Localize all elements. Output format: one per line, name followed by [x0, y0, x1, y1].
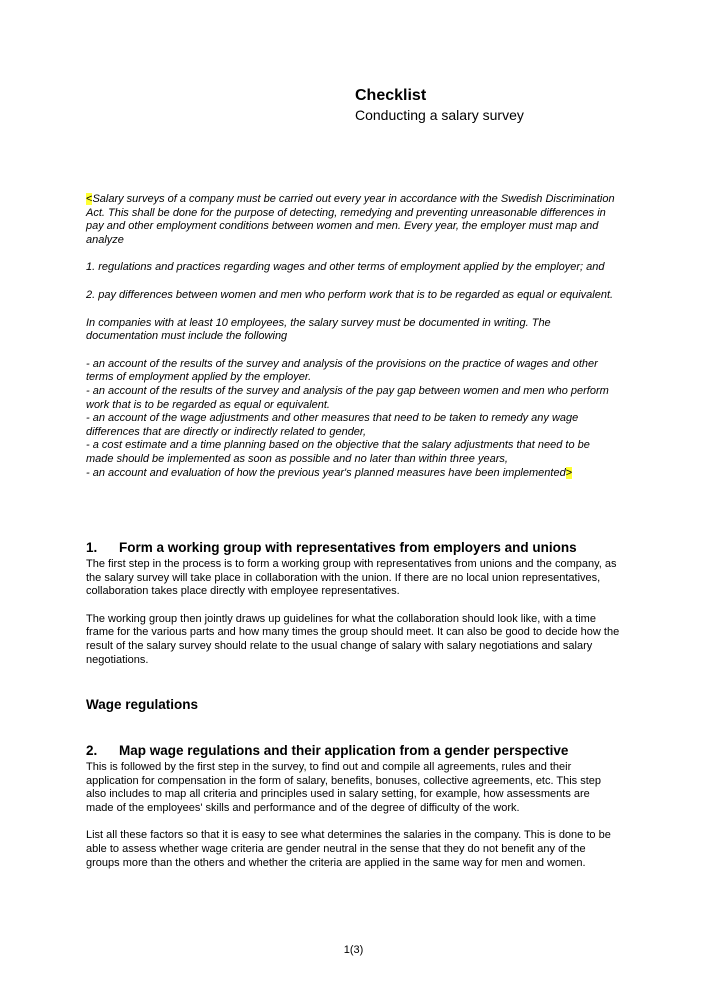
- intro-instructions: [86, 193, 616, 480]
- intro-bullet-last-text: - an account and evaluation of how the previous year's planned measures have been implemented: [86, 466, 566, 479]
- intro-bullet: - an account of the results of the survey and analysis of the pay gap between women and men who perform work that is to be regarded as equal or equivalent.: [86, 384, 609, 411]
- section-1-paragraph-2: The working group then jointly draws up guidelines for what the collaboration should look like, with a time frame for the various parts and how many times the group should meet. It can also be good to decide how the result of the salary survey should relate to the usual change of salary with salary negotiations and salary negotiations.: [86, 612, 620, 666]
- document-title: Checklist: [355, 87, 427, 104]
- section-1-heading-text: Form a working group with representatives from employers and unions: [119, 540, 577, 555]
- section-1: [86, 539, 620, 681]
- intro-paragraph-2: In companies with at least 10 employees, the salary survey must be documented in writing. The documentation must include the following: [86, 316, 551, 343]
- close-marker: >: [565, 466, 573, 479]
- intro-item-1: 1. regulations and practices regarding wages and other terms of employment applied by the employer; and: [86, 261, 605, 274]
- section-2-heading: [86, 742, 620, 759]
- section-2-paragraph-2: List all these factors so that it is easy to see what determines the salaries in the company. This is done to be able to assess whether wage criteria are gender neutral in the sense that they do not benefit any of the groups more than the others and whether the criteria are applied in the same way for men and women.: [86, 829, 611, 869]
- page-number: 1(3): [343, 944, 364, 956]
- intro-bullet: - an account of the results of the survey and analysis of the provisions on the practice of wages and other terms of employment applied by the employer.: [86, 357, 598, 384]
- document-subtitle: Conducting a salary survey: [355, 107, 524, 123]
- intro-paragraph-1: [86, 193, 616, 247]
- section-2-number: 2.: [86, 743, 98, 758]
- intro-item-2: 2. pay differences between women and men who perform work that is to be regarded as equal or equivalent.: [86, 288, 614, 301]
- intro-bullet-last: [86, 467, 616, 481]
- intro-bullet: - a cost estimate and a time planning based on the objective that the salary adjustments that need to be made should be implemented as soon as possible and no later than within three years,: [86, 439, 590, 465]
- wage-regulations-heading: Wage regulations: [86, 697, 199, 712]
- section-2-paragraph-1: This is followed by the first step in the survey, to find out and compile all agreements, rules and their application for compensation in the form of salary, benefits, bonuses, collective agreements, etc. This step also includes to map all criteria and principles used in salary setting, for example, how assessments are made of the employees' skills and performance and of the degree of difficulty of the work.: [86, 761, 602, 814]
- section-2: [86, 742, 620, 884]
- section-1-heading: [86, 539, 620, 556]
- open-marker: <: [86, 193, 93, 205]
- section-1-number: 1.: [86, 540, 98, 555]
- title-block: [355, 86, 524, 124]
- section-1-paragraph-1: The first step in the process is to form a working group with representatives from unions and the company, as the salary survey will take place in collaboration with the union. If there are no local union representatives, collaboration takes place directly with employee representatives.: [86, 558, 617, 598]
- intro-bullet: - an account of the wage adjustments and other measures that need to be taken to remedy any wage differences that are directly or indirectly related to gender,: [86, 412, 579, 438]
- intro-paragraph-1-text: Salary surveys of a company must be carried out every year in accordance with the Swedish Discrimination Act. This shall be done for the purpose of detecting, remedying and preventing unreasonable differences in pay and other employment conditions between women and men. Every year, the employer must map and analyze: [86, 193, 615, 246]
- section-2-heading-text: Map wage regulations and their application from a gender perspective: [119, 743, 569, 758]
